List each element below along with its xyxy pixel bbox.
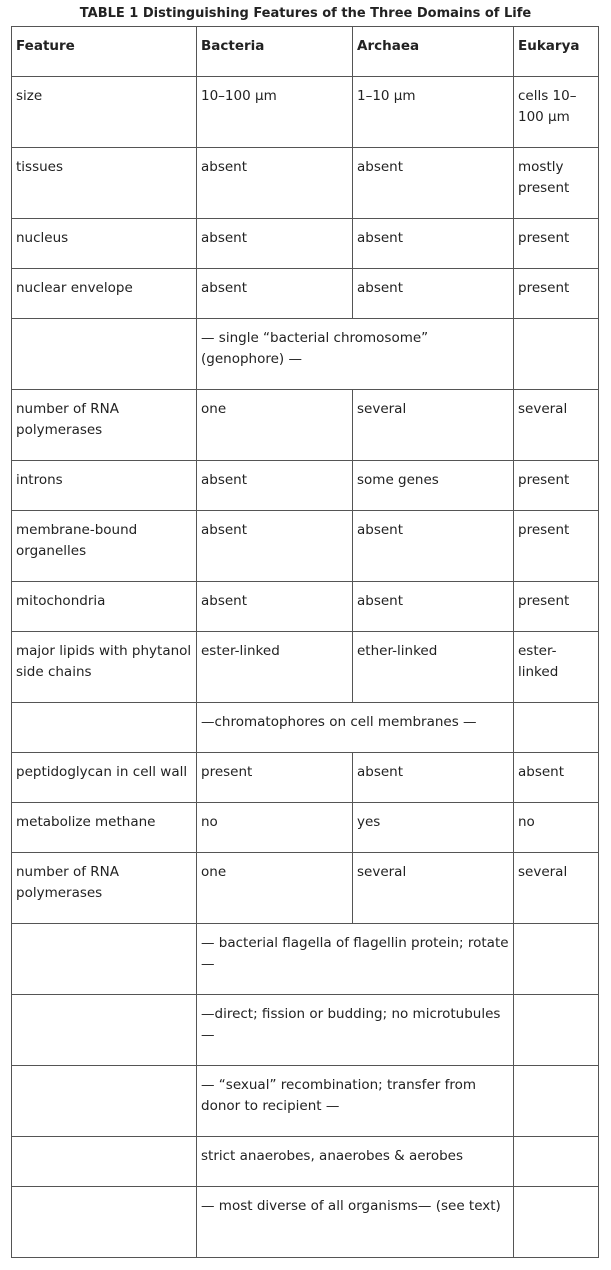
table-row bbox=[12, 1066, 599, 1137]
feature-cell: size bbox=[12, 77, 197, 148]
eukarya-cell bbox=[514, 1137, 599, 1187]
table-row bbox=[12, 319, 599, 390]
feature-cell bbox=[12, 924, 197, 995]
eukarya-cell bbox=[514, 1066, 599, 1137]
eukarya-cell bbox=[514, 703, 599, 753]
shared-cell: — “sexual” recombination; transfer from donor to recipient — bbox=[197, 1066, 514, 1137]
bacteria-cell: one bbox=[197, 390, 353, 461]
eukarya-cell bbox=[514, 995, 599, 1066]
eukarya-cell: cells 10–100 μm bbox=[514, 77, 599, 148]
feature-cell: major lipids with phytanol side chains bbox=[12, 632, 197, 703]
table-row bbox=[12, 148, 599, 219]
feature-cell: membrane-bound organelles bbox=[12, 511, 197, 582]
table-caption: TABLE 1 Distinguishing Features of the Three Domains of Life bbox=[79, 6, 532, 21]
feature-cell bbox=[12, 319, 197, 390]
feature-cell: tissues bbox=[12, 148, 197, 219]
eukarya-cell: several bbox=[514, 390, 599, 461]
table-row bbox=[12, 511, 599, 582]
shared-cell: — single “bacterial chromosome” (genophore) — bbox=[197, 319, 514, 390]
table-row bbox=[12, 753, 599, 803]
bacteria-cell: 10–100 μm bbox=[197, 77, 353, 148]
archaea-cell: absent bbox=[353, 269, 514, 319]
shared-cell: — most diverse of all organisms— (see text) bbox=[197, 1187, 514, 1258]
archaea-cell: several bbox=[353, 853, 514, 924]
feature-cell: metabolize methane bbox=[12, 803, 197, 853]
bacteria-cell: absent bbox=[197, 582, 353, 632]
archaea-cell: some genes bbox=[353, 461, 514, 511]
table-row bbox=[12, 853, 599, 924]
eukarya-cell: present bbox=[514, 269, 599, 319]
eukarya-cell: present bbox=[514, 511, 599, 582]
eukarya-cell: present bbox=[514, 219, 599, 269]
header-cell-archaea: Archaea bbox=[353, 27, 514, 77]
feature-cell: nuclear envelope bbox=[12, 269, 197, 319]
archaea-cell: absent bbox=[353, 511, 514, 582]
feature-cell: introns bbox=[12, 461, 197, 511]
table-row bbox=[12, 1137, 599, 1187]
feature-cell bbox=[12, 703, 197, 753]
eukarya-cell: mostly present bbox=[514, 148, 599, 219]
feature-cell: number of RNA polymerases bbox=[12, 853, 197, 924]
archaea-cell: absent bbox=[353, 582, 514, 632]
eukarya-cell: absent bbox=[514, 753, 599, 803]
eukarya-cell bbox=[514, 319, 599, 390]
table-row bbox=[12, 995, 599, 1066]
header-row bbox=[12, 27, 599, 77]
feature-cell: nucleus bbox=[12, 219, 197, 269]
bacteria-cell: absent bbox=[197, 219, 353, 269]
table-row bbox=[12, 390, 599, 461]
bacteria-cell: absent bbox=[197, 269, 353, 319]
eukarya-cell: present bbox=[514, 582, 599, 632]
feature-cell: number of RNA polymerases bbox=[12, 390, 197, 461]
archaea-cell: several bbox=[353, 390, 514, 461]
header-cell-eukarya: Eukarya bbox=[514, 27, 599, 77]
table-row bbox=[12, 1187, 599, 1258]
feature-cell: mitochondria bbox=[12, 582, 197, 632]
archaea-cell: absent bbox=[353, 148, 514, 219]
bacteria-cell: present bbox=[197, 753, 353, 803]
bacteria-cell: absent bbox=[197, 511, 353, 582]
table-row bbox=[12, 803, 599, 853]
feature-cell bbox=[12, 1137, 197, 1187]
archaea-cell: yes bbox=[353, 803, 514, 853]
archaea-cell: absent bbox=[353, 219, 514, 269]
archaea-cell: absent bbox=[353, 753, 514, 803]
feature-cell: peptidoglycan in cell wall bbox=[12, 753, 197, 803]
archaea-cell: 1–10 μm bbox=[353, 77, 514, 148]
shared-cell: strict anaerobes, anaerobes & aerobes bbox=[197, 1137, 514, 1187]
eukarya-cell bbox=[514, 1187, 599, 1258]
feature-cell bbox=[12, 1066, 197, 1137]
eukarya-cell: no bbox=[514, 803, 599, 853]
feature-cell bbox=[12, 995, 197, 1066]
archaea-cell: ether-linked bbox=[353, 632, 514, 703]
domains-table bbox=[11, 26, 599, 1258]
eukarya-cell: present bbox=[514, 461, 599, 511]
table-row bbox=[12, 582, 599, 632]
feature-cell bbox=[12, 1187, 197, 1258]
shared-cell: —chromatophores on cell membranes — bbox=[197, 703, 514, 753]
table-row bbox=[12, 703, 599, 753]
bacteria-cell: one bbox=[197, 853, 353, 924]
table-row bbox=[12, 924, 599, 995]
table-row bbox=[12, 269, 599, 319]
bacteria-cell: ester-linked bbox=[197, 632, 353, 703]
table-row bbox=[12, 77, 599, 148]
table-row bbox=[12, 461, 599, 511]
header-cell-bacteria: Bacteria bbox=[197, 27, 353, 77]
eukarya-cell: ester-linked bbox=[514, 632, 599, 703]
bacteria-cell: absent bbox=[197, 148, 353, 219]
eukarya-cell bbox=[514, 924, 599, 995]
shared-cell: —direct; fission or budding; no microtubules — bbox=[197, 995, 514, 1066]
table-row bbox=[12, 632, 599, 703]
bacteria-cell: no bbox=[197, 803, 353, 853]
bacteria-cell: absent bbox=[197, 461, 353, 511]
eukarya-cell: several bbox=[514, 853, 599, 924]
table-row bbox=[12, 219, 599, 269]
header-cell-feature: Feature bbox=[12, 27, 197, 77]
shared-cell: — bacterial flagella of flagellin protein; rotate — bbox=[197, 924, 514, 995]
